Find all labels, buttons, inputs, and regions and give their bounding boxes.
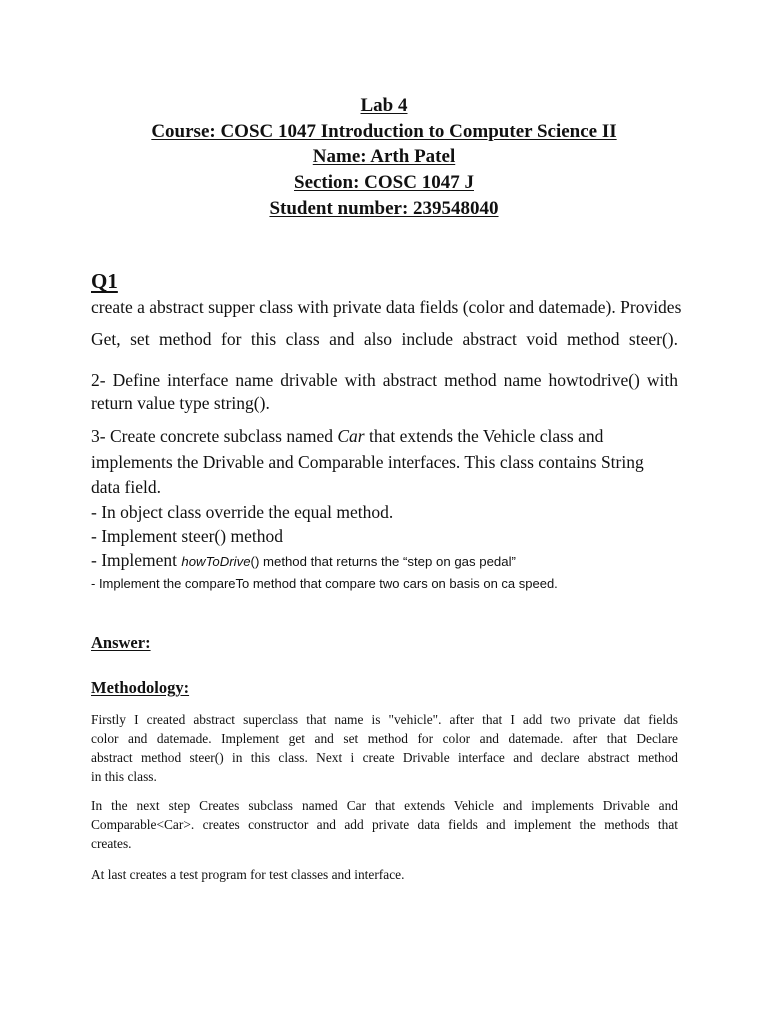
paragraph-line: return value type string().: [91, 393, 270, 413]
answer-heading: Answer:: [91, 633, 151, 652]
methodology-heading: Methodology:: [91, 678, 190, 697]
question-label: Q1: [91, 269, 118, 293]
requirements-list: [91, 500, 678, 594]
paragraph-line: create a abstract supper class with private data fields (color and datemade). Provides: [91, 297, 682, 317]
list-item: - Implement the compareTo method that compare two cars on basis on ca speed.: [91, 576, 558, 591]
paragraph-line: Get, set method for this class and also include abstract void method steer().: [91, 329, 678, 349]
question-paragraph-1: [91, 291, 682, 355]
question-paragraph-2: [91, 369, 678, 415]
list-item: - Implement steer() method: [91, 526, 283, 546]
methodology-paragraph-1: [91, 710, 678, 786]
paragraph-line: 2- Define interface name drivable with abstract method name howtodrive() with: [91, 370, 678, 390]
paragraph-line: color and datemade. Implement get and set method for color and datemade. after that Declare: [91, 731, 678, 746]
paragraph-line: Firstly I created abstract superclass that name is "vehicle". after that I add two private dat fields: [91, 712, 678, 727]
course-line: Course: COSC 1047 Introduction to Computer Science II: [151, 120, 617, 142]
paragraph-line: abstract method steer() in this class. Next i create Drivable interface and declare abstract method: [91, 750, 678, 765]
class-name-car: Car: [337, 426, 365, 446]
methodology-paragraph-3: At last creates a test program for test classes and interface.: [91, 867, 405, 882]
paragraph-line: In the next step Creates subclass named Car that extends Vehicle and implements Drivable and: [91, 798, 678, 813]
question-paragraph-3: [91, 424, 678, 501]
paragraph-line: data field.: [91, 477, 161, 497]
paragraph-line: creates.: [91, 836, 132, 851]
paragraph-line: implements the Drivable and Comparable interfaces. This class contains String: [91, 451, 644, 472]
name-line: Name: Arth Patel: [312, 146, 456, 168]
paragraph-line: in this class.: [91, 769, 157, 784]
paragraph-line: Comparable<Car>. creates constructor and add private data fields and implement the methods that: [91, 817, 678, 832]
lab-title: Lab 4: [360, 95, 408, 116]
methodology-paragraph-2: [91, 796, 678, 853]
list-item: - In object class override the equal method.: [91, 502, 394, 522]
student-number-line: Student number: 239548040: [269, 197, 499, 219]
section-line: Section: COSC 1047 J: [294, 172, 474, 194]
paragraph-line: 3- Create concrete subclass named Car that extends the Vehicle class and: [91, 426, 604, 446]
method-name: howToDrive: [181, 554, 251, 569]
list-item: - Implement howToDrive() method that returns the “step on gas pedal”: [91, 550, 516, 570]
document-header: [0, 93, 768, 222]
